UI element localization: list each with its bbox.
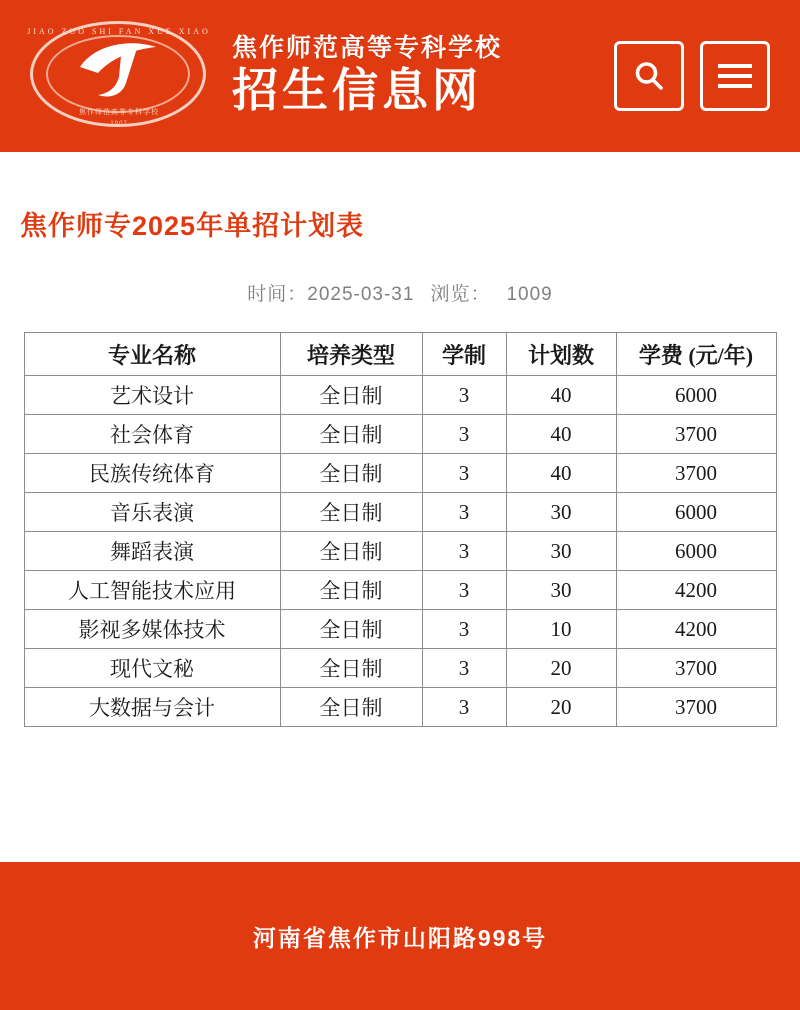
logo-bottom-year: 1907 (110, 121, 128, 127)
header-actions (614, 41, 770, 111)
cell-tuition: 6000 (616, 493, 776, 532)
cell-major: 民族传统体育 (24, 454, 280, 493)
cell-length: 3 (422, 532, 506, 571)
date-value: 2025-03-31 (307, 284, 415, 305)
cell-length: 3 (422, 415, 506, 454)
table-row (24, 454, 776, 493)
logo-emblem-icon (76, 37, 162, 103)
cell-tuition: 6000 (616, 376, 776, 415)
table-row (24, 688, 776, 727)
search-icon (632, 59, 666, 93)
table-row (24, 376, 776, 415)
cell-quota: 20 (506, 688, 616, 727)
cell-tuition: 4200 (616, 571, 776, 610)
site-footer (0, 862, 800, 1010)
cell-major: 影视多媒体技术 (24, 610, 280, 649)
cell-major: 现代文秘 (24, 649, 280, 688)
cell-length: 3 (422, 376, 506, 415)
cell-type: 全日制 (280, 688, 422, 727)
site-title-block (232, 35, 614, 117)
cell-type: 全日制 (280, 376, 422, 415)
cell-type: 全日制 (280, 571, 422, 610)
menu-button[interactable] (700, 41, 770, 111)
col-header-tuition: 学费 (元/年) (616, 333, 776, 376)
cell-type: 全日制 (280, 532, 422, 571)
cell-major: 社会体育 (24, 415, 280, 454)
plan-table (24, 332, 777, 727)
cell-length: 3 (422, 649, 506, 688)
cell-length: 3 (422, 571, 506, 610)
logo-top-text: JIAO ZUO SHI FAN XUE XIAO (27, 27, 211, 36)
cell-major: 大数据与会计 (24, 688, 280, 727)
site-name: 招生信息网 (232, 65, 482, 117)
table-row (24, 610, 776, 649)
cell-type: 全日制 (280, 454, 422, 493)
table-header-row (24, 333, 776, 376)
cell-tuition: 3700 (616, 415, 776, 454)
cell-quota: 30 (506, 532, 616, 571)
views-value: 1009 (506, 284, 553, 305)
cell-tuition: 3700 (616, 688, 776, 727)
footer-address: 河南省焦作市山阳路998号 (252, 924, 548, 951)
cell-length: 3 (422, 610, 506, 649)
cell-tuition: 6000 (616, 532, 776, 571)
plan-table-head (24, 333, 776, 376)
cell-type: 全日制 (280, 610, 422, 649)
page-title: 焦作师专2025年单招计划表 (20, 211, 365, 241)
col-header-type: 培养类型 (280, 333, 422, 376)
cell-major: 音乐表演 (24, 493, 280, 532)
school-name: 焦作师范高等专科学校 (232, 34, 503, 62)
cell-quota: 40 (506, 415, 616, 454)
school-logo (24, 15, 214, 133)
table-row (24, 493, 776, 532)
cell-type: 全日制 (280, 649, 422, 688)
cell-tuition: 3700 (616, 454, 776, 493)
table-row (24, 415, 776, 454)
plan-table-body (24, 376, 776, 727)
cell-length: 3 (422, 454, 506, 493)
plan-table-wrapper (20, 332, 780, 727)
cell-length: 3 (422, 493, 506, 532)
cell-quota: 10 (506, 610, 616, 649)
col-header-quota: 计划数 (506, 333, 616, 376)
table-row (24, 571, 776, 610)
cell-quota: 40 (506, 454, 616, 493)
table-row (24, 532, 776, 571)
cell-quota: 30 (506, 571, 616, 610)
site-header (0, 0, 800, 152)
cell-major: 人工智能技术应用 (24, 571, 280, 610)
search-button[interactable] (614, 41, 684, 111)
cell-major: 舞蹈表演 (24, 532, 280, 571)
cell-quota: 20 (506, 649, 616, 688)
cell-quota: 40 (506, 376, 616, 415)
cell-quota: 30 (506, 493, 616, 532)
table-row (24, 649, 776, 688)
main-content (0, 204, 800, 727)
logo-bottom-text: 焦作师范高等专科学校 (79, 109, 159, 116)
cell-type: 全日制 (280, 415, 422, 454)
cell-tuition: 3700 (616, 649, 776, 688)
date-label: 时间： (247, 284, 308, 305)
cell-type: 全日制 (280, 493, 422, 532)
cell-tuition: 4200 (616, 610, 776, 649)
views-label: 浏览： (430, 284, 491, 305)
hamburger-menu-icon (716, 61, 754, 91)
cell-major: 艺术设计 (24, 376, 280, 415)
col-header-major: 专业名称 (24, 333, 280, 376)
cell-length: 3 (422, 688, 506, 727)
col-header-length: 学制 (422, 333, 506, 376)
article-meta (20, 279, 780, 306)
